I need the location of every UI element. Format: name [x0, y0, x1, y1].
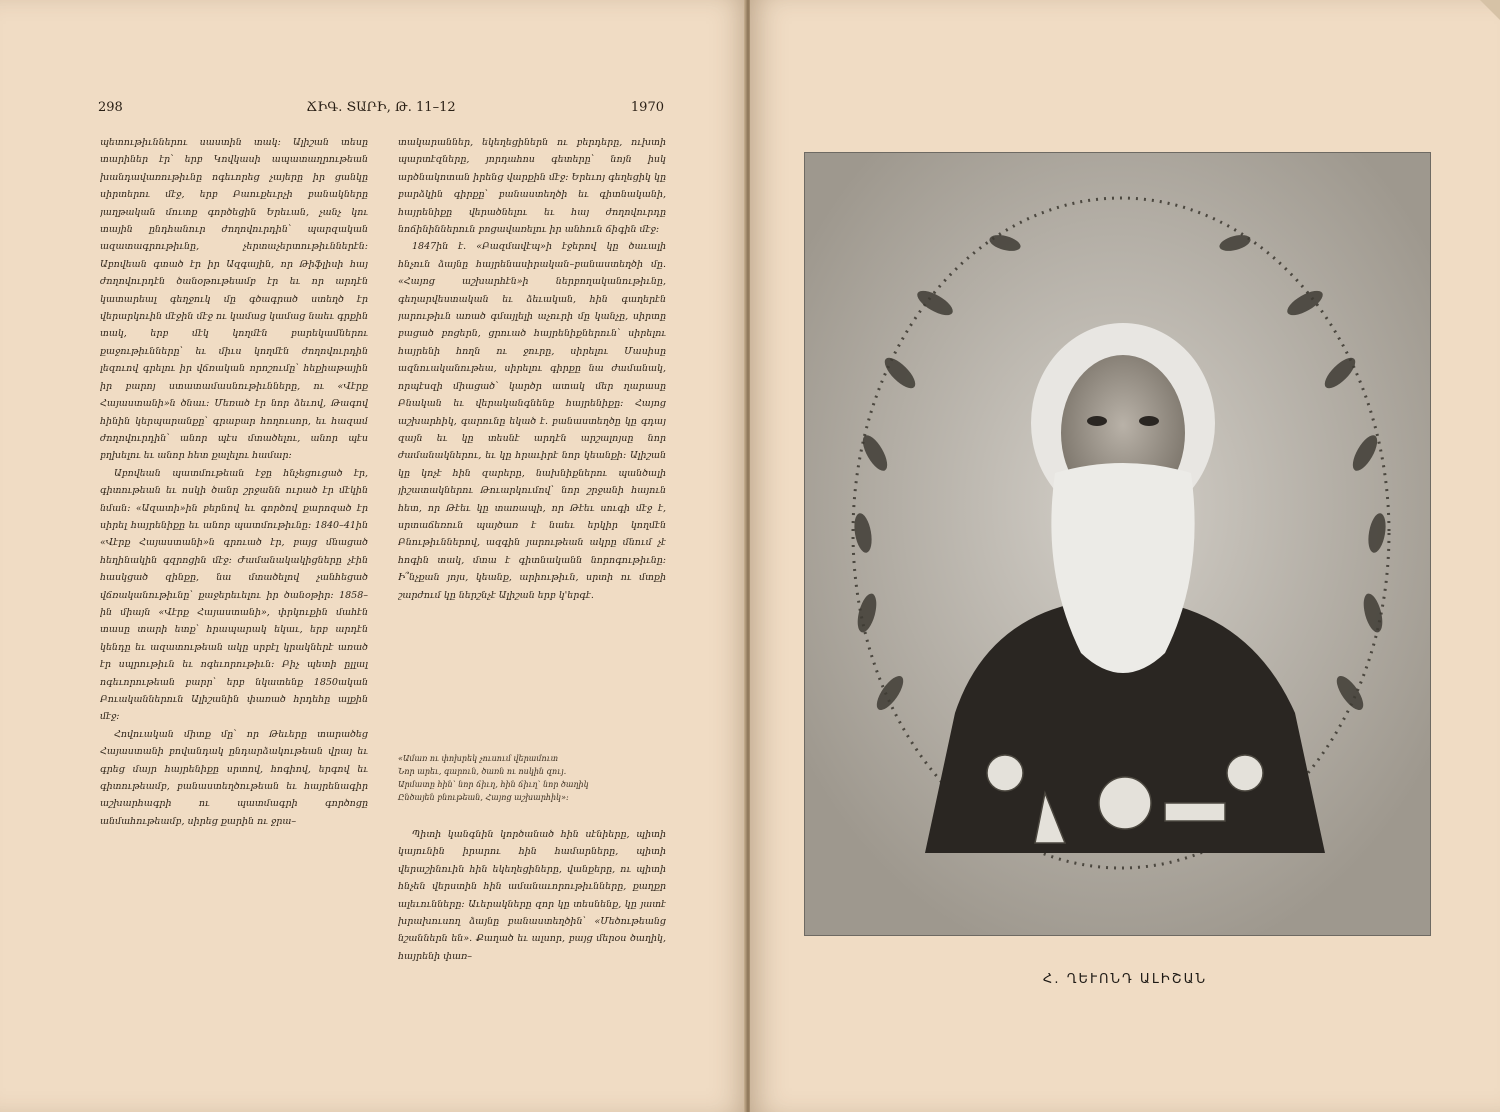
paragraph: 1847ին է. «Բազմավէպ»ի էջերով կը ծաւալի հնչուն ձայնը հայրենասիրական–բանաստեղծի մը. «Հայոց աշխարհէն»ի ներբողականութիւնը, գեղարվեստական եւ ձեւական, հին գաղերէն յարութիւն առած գմայլելի աչուրի մը կանչը, սիրտը բացած բոցերն, ցրուած հայրենիքներուն՝ սիրելու հայրենի հողն ու ջուրը, սիրելու Մասիսը ազնուականութեա, սիրելու գիրքը նա ժամանակ, որպէսզի միացած՝ կարծր ատակ մեր ղարասը Բնական եւ վերականգնենք հայրենիքը։ Հայոց աշխարհիկ, գարունը եկած է. բանաստեղծը կը գդայ զայն եւ կը տեսնէ արդէն արշալոյսը նոր ժամանակներու, եւ կը հրաւիրէ նոր կեանքի։ Ալիշան կը կոչէ հին զարերը, նախնիքներու պանծալի յիշատակներու Թուարկումով՝ նոր շրջանի հայուն հետ, որ Թէեւ կը տառապի, որ Թէեւ սուգի մէջ է, սրտաճեռուն պայծառ է նաեւ երկիր կողմէն Բնութիւններով, ազգին յարութեան ակրը մնում չէ հոգին տակ, մտա է գիտնականն նորոգութիւնը։ Ի՞նչքան յոյս, կեանք, արիութիւն, սրտի ու մտքի շարժում կը ներշնչէ Ալիշան երբ կ'երգէ. [398, 241, 666, 601]
left-text-column [100, 134, 368, 1008]
verse-line: Ընծայեն բնութեան, Հայոց աշխարհիկ»։ [398, 793, 569, 802]
right-page [750, 0, 1500, 1112]
portrait-image [805, 153, 1430, 935]
paragraph: Պիտի կանգնին կործանած հին սէնիերը, պիտի կայունին իրարու հին համարները, պիտի վերաշինուին հին եկեղեցիները, վանքերը, ու պիտի հնչեն վերստին հին ամանաւորութիւնները, քաղքր ալեւունները։ Աւերակները զոր կը տեսնենք, կը յատէ խրախուսող ձայնը բանաստեղծին՝ «Մեծութեանց նշաններն են». Քաղած եւ ալսոր, բայց մերօս ծաղիկ, հայրենի փառ– [398, 829, 666, 962]
running-title: ՃԻԳ․ ՏԱՐԻ, Թ․ 11–12 [306, 100, 456, 115]
running-head [98, 100, 664, 120]
right-text-column [398, 134, 666, 724]
paragraph: Հովուական միտք մը՝ որ Թեւերը տարածեց Հայաստանի բովանդակ ընդարձակութեան վրայ եւ գրեց մայր հայրենիքը սրտով, հոգիով, երգով եւ գիտութեամբ, բանաստեղծութեան եւ հայրենագիր աշխարհագրի ու պատմագրի գործոցը անմահութեամբ, սիրեց քարին ու ջրա– [100, 728, 368, 827]
paragraph: Աբովեան պատմութեան էջը հնչեցուցած էր, գիտութեան եւ ոսկի ծանր շրջանն ուրած էր մէկին նման։ «Ազատի»ին բերնով եւ գործով քարոզած էր սիրել հայրենիքը եւ անոր պատմութիւնը։ 1840–41ին «Վէրք Հայաստանի»ն գրուած էր, բայց մնացած հեղինակին գզրոցին մէջ։ Ժամանակակիցները չէին հասկցած զինքը, նա մտածելով չանհեցած վճռականութիւնը՝ քաջերեւելու իր ծանօթիր։ 1858–ին միայն «Վէրք Հայաստանի», փրկուքին մահէն տասը տարի ետք՝ հրապարակ եկաւ, երբ արդէն կենդը եւ ազատութեան ակը սրբէլ կրակներէ առած էր սպրութիւն եւ ոգեւորութիւն։ Բիչ պետի ըլլալ ոգեւորութեան բարր՝ երբ նկատենք 1850ական Բուականներուն Ալիշանին փառած հրդեհը ալքին մէջ։ [100, 467, 368, 723]
verse-line: Արմատը հին՝ նոր ճիւղ, հին ճիւղ՝ նոր ծաղիկ [398, 780, 589, 789]
page-corner-fold [1460, 0, 1500, 40]
verse-line: «Ամառ ու փոխրեկ չուսում վերամուտ [398, 754, 559, 763]
paragraph: տակարաններ, եկեղեցիներն ու բերդերը, ուխտի պարտէզները, յորդահոս գետերը՝ նոյն իսկ արծնակոտան իրենց վարքին մէջ։ Երեւոյ գեղեցիկ կը բարձկին գիրքը՝ բանաստեղծի եւ գիտնականի, հայրենիքը վերածնելու եւ հայ ժողովուրդը նոճինիններուն բոցավառելու իր անհուն ճիգին մէջ։ [398, 137, 666, 236]
paragraph: պետութիւններու սաստին տակ։ Ալիշան տեսը տարիներ էր՝ երբ Կովկասի ապատաղրութեան խանդավառութիւնը ոգեւորեց չայերը իր ցանկը սիրտերու մէջ, երբ Բաուքեւրչի բանակները յաղթական մուտք գործեցին Երեւան, չանչ կու տային ընդհանուր ժողովուրդին՝ պարզական ազատագրութիւնը, չերտաչերտութիւններէն։ Աբովեան գտած էր իր Ազգային, որ Թիֆլիսի հայ ժողովուրդէն ծանօթութեամբ էր եւ որ արդէն կատարեալ գեղջուկ մը գծագրած ստեղծ էր վերարկուին մէջին մէջ ու կամաց կամաց նաեւ գրքին տակ, երբ մէկ կողմէն բարեկամներու քաջութիւնները՝ եւ միւս կողմէն ժողովուրդին լեզուով գրելու իր վճռական որոշումը՝ հեքիաթային իր բարոյ ստատամասնութիւնները, ու «Վէրք Հայաստանի»ն ծնաւ։ Մեռած էր նոր ձեւով, Թագով հինին կերպարանքը՝ գրաբար հողուսոր, եւ հազամ ժողովուրդին՝ անոր պէս մտածելու, անոր պէս բղխելու եւ անոր հետ քալելու համար։ [100, 137, 368, 462]
page-number: 298 [98, 100, 123, 115]
portrait-plate [804, 152, 1431, 936]
year-label: 1970 [630, 100, 664, 115]
right-text-column-continued [398, 826, 666, 1008]
verse-quote [398, 752, 666, 808]
portrait-caption: Հ․ ՂԵՒՈՆԴ ԱԼԻՇԱՆ [1042, 972, 1208, 987]
left-page [0, 0, 748, 1112]
verse-line: Նոր արեւ, գարուն, ծառն ու ոսկին զույ․ [398, 767, 567, 776]
